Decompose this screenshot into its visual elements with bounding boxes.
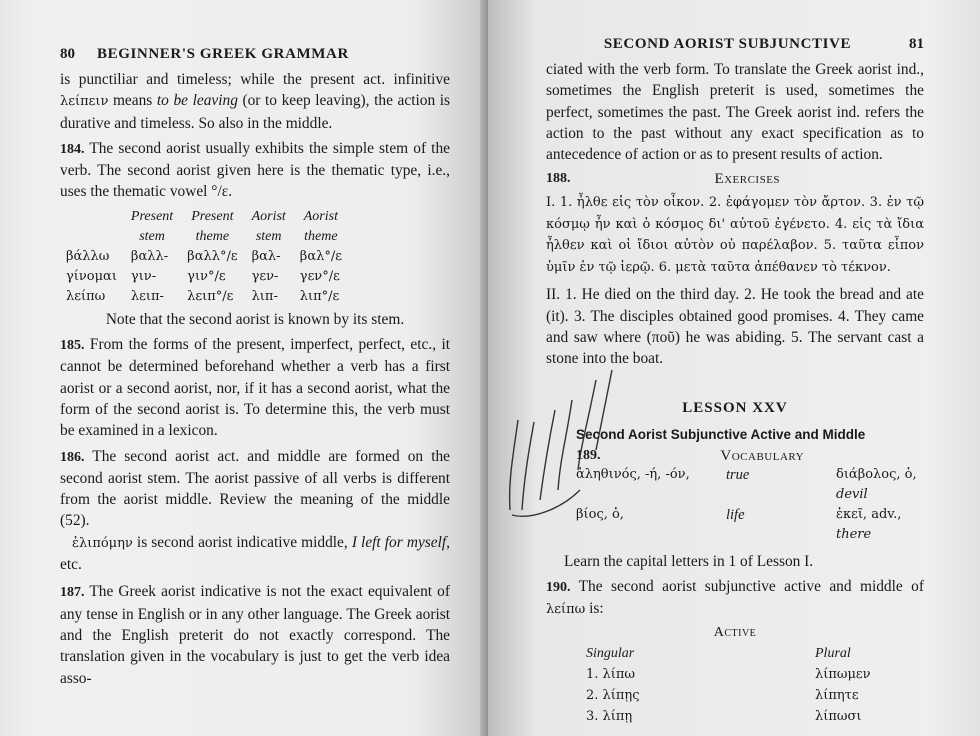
table-header-row	[66, 227, 356, 247]
page-number: 80	[60, 46, 75, 62]
section-187	[60, 581, 450, 688]
vocab-english: life	[726, 506, 745, 523]
table-cell: βαλ°/ε	[299, 248, 342, 264]
italic-text: to be leaving	[156, 92, 238, 110]
table-header-row	[66, 207, 356, 227]
table-cell: γεν-	[251, 268, 279, 284]
table-cell: Aorist	[303, 208, 338, 224]
section-number: 185.	[60, 338, 85, 354]
vocab-english: true	[726, 466, 750, 483]
table-cell: Aorist	[251, 208, 286, 224]
section-186	[60, 446, 450, 532]
text-run: (or to keep leaving), the action is durative and timeless. So also in the middle.	[60, 92, 450, 132]
section-188-heading	[546, 171, 924, 188]
paradigm-table	[546, 643, 924, 727]
exercises-title: Exercises	[714, 171, 781, 188]
exercise-english: II. 1. He died on the third day. 2. He took the bread and ate (it). 3. The disciples obtained good promises. 4. They came and saw where (ποῦ) he was abiding. 5. The servant cast a stone into the boat.	[546, 286, 924, 368]
table-cell: λιπ-	[251, 288, 278, 304]
continuation-paragraph: ciated with the verb form. To translate the Greek aorist ind., sometimes the English preterit is used, sometimes the perfect, sometimes the past. The Greek aorist ind. refers the action to the past without any exact specification as to antecedence of action or as to present results of action.	[546, 61, 924, 164]
aorist-table	[66, 207, 356, 307]
section-text-end: is:	[585, 600, 604, 618]
table-cell: γιν-	[130, 268, 157, 284]
table-cell: γιν°/ε	[187, 268, 226, 284]
text-run: is punctiliar and timeless; while the present act. infinitive	[60, 71, 450, 88]
intro-paragraph	[60, 69, 450, 134]
section-number: 187.	[60, 585, 85, 601]
example-italic: I left for myself,	[351, 533, 450, 551]
exercise-greek: I. 1. ἦλθε εἰς τὸν οἶκον. 2. ἐφάγομεν τὸν ἄρτον. 3. ἐν τῷ κόσμῳ ἦν καὶ ὁ κόσμος δι' αὐτοῦ ἐγένετο. 4. εἰς τὰ ἴδια ἦλθεν καὶ οἱ ἴδιοι αὐτὸν οὐ παρέλαβον. 5. ταῦτα εἶπον ὑμῖν ἐν τῷ ἱερῷ. 6. μετὰ ταῦτα ἀπέθανεν τὸ τέκνον.	[546, 195, 924, 275]
vocab-greek: διάβολος, ὁ, devil	[836, 466, 917, 502]
vocab-english: devil	[836, 486, 868, 502]
table-cell: stem	[255, 228, 282, 244]
table-cell: βαλλ°/ε	[187, 248, 238, 264]
left-page	[0, 0, 488, 736]
vocab-greek: ἀληθινός, -ή, -όν,	[576, 466, 690, 482]
greek-word: ἐλιπόμην	[72, 535, 133, 551]
vocab-greek: ἐκεῖ, adv., there	[836, 506, 902, 542]
table-row	[66, 267, 356, 287]
active-title: Active	[713, 624, 757, 640]
plural-heading: Plural	[815, 645, 851, 661]
section-text: The second aorist act. and middle are formed on the second aorist stem. The aorist passive of all verbs is different from the aorist middle. Review the meaning of the middle (52).	[60, 447, 450, 530]
book-title: BEGINNER'S GREEK GRAMMAR	[97, 46, 349, 62]
table-cell: βαλ-	[251, 248, 281, 264]
section-text: The Greek aorist indicative is not the exact equivalent of any tense in English or in any other language. The Greek aorist and the English preterit do not exactly correspond. The translation given in the vocabulary is just to get the verb idea asso-	[60, 583, 450, 687]
form-plural: λίπωμεν	[815, 666, 871, 682]
vocabulary-title: Vocabulary	[720, 447, 805, 464]
handwritten-annotation	[500, 360, 620, 520]
section-number: 186.	[60, 449, 85, 465]
page-number: 81	[909, 36, 924, 52]
form-singular: 3. λίπῃ	[586, 708, 633, 724]
greek-word: λείπω	[546, 602, 586, 618]
table-cell: Present	[130, 208, 174, 224]
section-number: 188.	[546, 171, 571, 187]
table-cell: λείπω	[66, 288, 106, 304]
example-end: etc.	[60, 556, 82, 574]
table-cell	[66, 227, 131, 247]
section-186-example	[60, 532, 450, 576]
section-text: The second aorist usually exhibits the simple stem of the verb. The second aorist given here is the thematic type, i.e., uses the thematic vowel °/ε.	[60, 139, 450, 201]
form-plural: λίπητε	[815, 687, 859, 703]
section-number: 184.	[60, 141, 85, 157]
section-number: 189.	[576, 447, 601, 463]
table-cell: λειπ°/ε	[187, 288, 234, 304]
section-text: From the forms of the present, imperfect, perfect, etc., it cannot be determined beforehand whether a verb has a first aorist or a second aorist, nor, if it has a second aorist, what the form of the second aorist is. To determine this, the verb must be examined in a lexicon.	[60, 336, 450, 440]
form-plural: λίπωσι	[815, 708, 862, 724]
table-cell: theme	[195, 228, 230, 244]
lesson-subtitle: Second Aorist Subjunctive Active and Middle	[576, 426, 866, 442]
form-singular: 1. λίπω	[586, 666, 636, 682]
form-singular: 2. λίπῃς	[586, 687, 640, 703]
table-cell: γίνομαι	[66, 268, 117, 284]
table-cell: λειπ-	[130, 288, 164, 304]
table-note: Note that the second aorist is known by its stem.	[105, 310, 405, 328]
table-cell: βάλλω	[66, 248, 110, 264]
learn-note: Learn the capital letters in 1 of Lesson I.	[564, 552, 814, 570]
table-cell: stem	[139, 228, 165, 244]
example-text: is second aorist indicative middle,	[132, 533, 352, 551]
lesson-title: LESSON XXV	[682, 399, 788, 416]
table-cell: theme	[304, 228, 338, 244]
text-run: means	[108, 92, 157, 110]
section-number: 190.	[546, 579, 571, 595]
greek-word: λείπειν	[60, 94, 109, 110]
vocab-english: there	[836, 526, 872, 542]
chapter-title: SECOND AORIST SUBJUNCTIVE	[603, 36, 852, 52]
vocab-greek: βίος, ὁ,	[576, 506, 624, 522]
section-184	[60, 138, 450, 203]
singular-heading: Singular	[586, 645, 635, 661]
section-190	[546, 576, 924, 621]
left-running-head	[60, 46, 450, 63]
table-row	[66, 247, 356, 267]
section-text: The second aorist subjunctive active and middle of	[570, 577, 924, 595]
table-cell	[66, 207, 131, 227]
table-row	[66, 287, 356, 307]
table-cell: βαλλ-	[130, 248, 169, 264]
section-185	[60, 334, 450, 441]
table-cell: γεν°/ε	[299, 268, 340, 284]
table-cell: λιπ°/ε	[299, 288, 340, 304]
table-cell: Present	[191, 208, 234, 224]
right-running-head	[546, 36, 924, 53]
